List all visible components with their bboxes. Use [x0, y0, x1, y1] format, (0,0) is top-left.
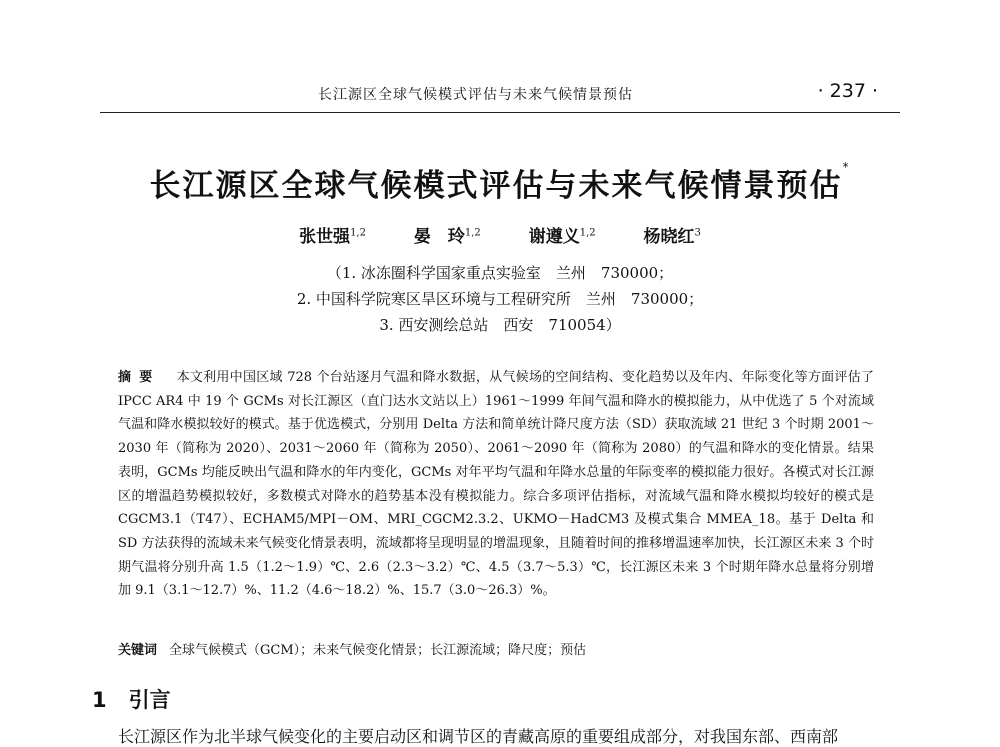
section-number: 1 — [92, 688, 107, 712]
author-name: 杨晓红 — [643, 227, 695, 247]
author — [299, 227, 366, 247]
affiliation-line: 2. 中国科学院寒区旱区环境与工程研究所 兰州 730000； — [296, 290, 704, 308]
author-name: 晏 玲 — [413, 227, 465, 247]
abstract-text: 本文利用中国区域 728 个台站逐月气温和降水数据，从气候场的空间结构、变化趋势以及年内、年际变化等方面评估了 IPCC AR4 中 19 个 GCMs 对长江源区（直门达水文站以上）1961～1999 年间气温和降水的模拟能力，从中优选了 5 个对流域气温和降水模拟较好的模式。基于优选模式，分别用 Delta 方法和简单统计降尺度方法（SD）获取流域 21 世纪 3 个时期 2001～2030 年（简称为 2020）、2031～2060 年（简称为 2050）、2061～2090 年（简称为 2080）的气温和降水的变化情景。结果表明，GCMs 均能反映出气温和降水的年内变化，GCMs 对年平均气温和年降水总量的年际变率的模拟能力很好。各模式对长江源区的增温趋势模拟较好，多数模式对降水的趋势基本没有模拟能力。综合多项评估指标，对流域气温和降水模拟均较好的模式是 CGCM3.1（T47）、ECHAM5/MPI－OM、MRI_CGCM2.3.2、UKMO－HadCM3 及模式集合 MMEA_18。基于 Delta 和 SD 方法获得的流域未来气候变化情景表明，流域都将呈现明显的增温现象，且随着时间的推移增温速率加快，长江源区未来 3 个时期气温将分别升高 1.5（1.2～1.9）℃、2.6（2.3～3.2）℃、4.5（3.7～5.3）℃，长江源区未来 3 个时期年降水总量将分别增加 9.1（3.1～12.7）%、11.2（4.6～18.2）%、15.7（3.0～26.3）%。 — [118, 370, 874, 599]
author — [414, 227, 481, 247]
affiliations — [0, 260, 1000, 338]
author-name: 张世强 — [299, 227, 351, 247]
page-number: · 237 · — [817, 80, 878, 102]
running-header — [100, 78, 900, 113]
section-heading — [92, 684, 171, 714]
keywords-text: 全球气候模式（GCM）；未来气候变化情景；长江源流域；降尺度；预估 — [169, 643, 587, 658]
author-affil: 1,2 — [350, 227, 366, 239]
article-title — [0, 160, 1000, 205]
author — [644, 227, 701, 247]
affiliation-line: 3. 西安测绘总站 西安 710054） — [379, 316, 621, 334]
author-affil: 3 — [694, 227, 701, 239]
author-list — [0, 222, 1000, 247]
keywords — [118, 640, 874, 662]
title-footnote-mark: * — [842, 160, 851, 174]
abstract-label: 摘要 — [118, 370, 161, 385]
running-title: 长江源区全球气候模式评估与未来气候情景预估 — [318, 87, 633, 103]
intro-paragraph: 长江源区作为北半球气候变化的主要启动区和调节区的青藏高原的重要组成部分，对我国东部、西南部 — [118, 727, 839, 746]
author-affil: 1,2 — [464, 227, 481, 239]
author-affil: 1,2 — [579, 227, 596, 239]
abstract — [118, 366, 874, 603]
keywords-label: 关键词 — [118, 643, 158, 658]
article-title-text: 长江源区全球气候模式评估与未来气候情景预估 — [149, 168, 843, 204]
author — [529, 227, 596, 247]
section-title: 引言 — [128, 688, 171, 712]
author-name: 谢遵义 — [528, 227, 580, 247]
affiliation-line: （1. 冰冻圈科学国家重点实验室 兰州 730000； — [326, 264, 674, 282]
